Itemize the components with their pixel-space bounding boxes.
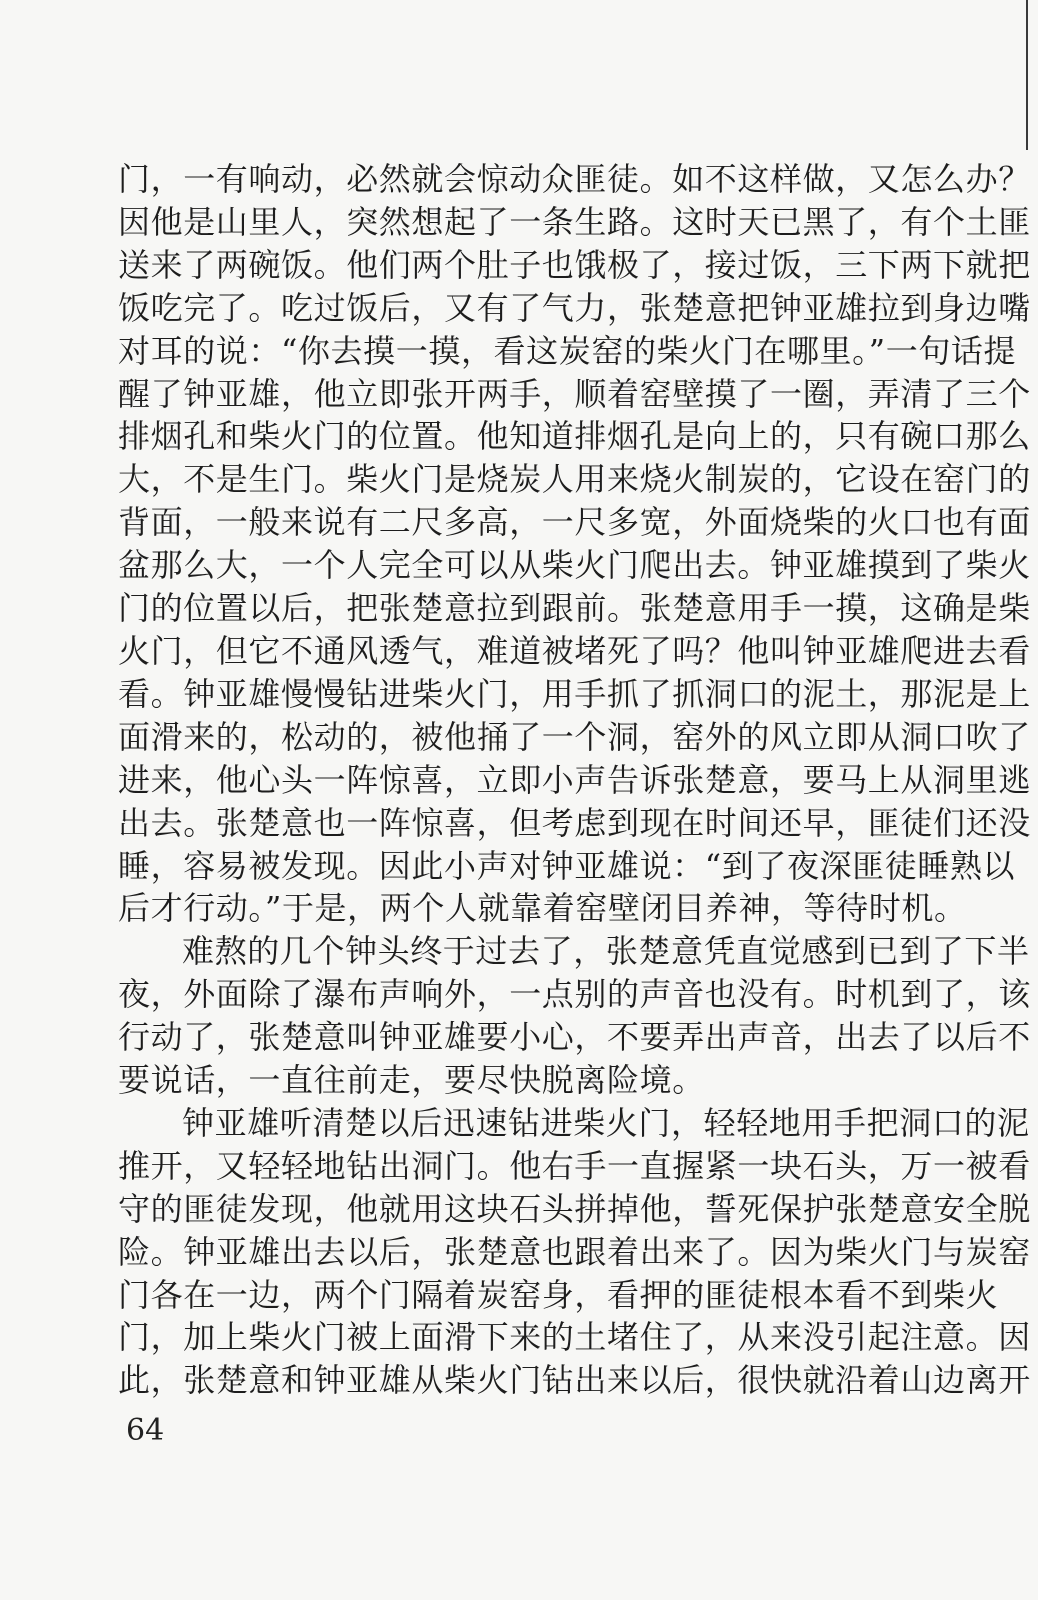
paragraph-line: 醒了钟亚雄，他立即张开两手，顺着窑壁摸了一圈，弄清了三个	[118, 374, 1031, 413]
paragraph-line: 睡，容易被发现。因此小声对钟亚雄说：“到了夜深匪徒睡熟以	[118, 846, 1016, 885]
paragraph-line: 险。钟亚雄出去以后，张楚意也跟着出来了。因为柴火门与炭窑	[118, 1232, 1031, 1271]
paragraph-line: 此，张楚意和钟亚雄从柴火门钻出来以后，很快就沿着山边离开	[118, 1361, 1031, 1400]
paragraph-line: 饭吃完了。吃过饭后，又有了气力，张楚意把钟亚雄拉到身边嘴	[118, 288, 1031, 327]
paragraph-line: 推开，又轻轻地钻出洞门。他右手一直握紧一块石头，万一被看	[118, 1146, 1031, 1185]
paragraph-line: 行动了，张楚意叫钟亚雄要小心，不要弄出声音，出去了以后不	[118, 1018, 1031, 1057]
paragraph-3	[118, 1102, 1031, 1402]
page-number: 64	[126, 1413, 165, 1448]
paragraph-line: 对耳的说：“你去摸一摸，看这炭窑的柴火门在哪里。”一句话提	[118, 331, 1017, 370]
paragraph-line: 进来，他心头一阵惊喜，立即小声告诉张楚意，要马上从洞里逃	[118, 760, 1031, 799]
paragraph-line: 门的位置以后，把张楚意拉到跟前。张楚意用手一摸，这确是柴	[118, 589, 1031, 628]
paragraph-2	[118, 930, 1031, 1102]
paragraph-line: 难熬的几个钟头终于过去了，张楚意凭直觉感到已到了下半	[182, 932, 1030, 971]
paragraph-line: 守的匪徒发现，他就用这块石头拼掉他，誓死保护张楚意安全脱	[118, 1189, 1031, 1228]
paragraph-line: 要说话，一直往前走，要尽快脱离险境。	[118, 1061, 705, 1100]
paragraph-line: 大，不是生门。柴火门是烧炭人用来烧火制炭的，它设在窑门的	[118, 460, 1031, 499]
paragraph-line: 门各在一边，两个门隔着炭窑身，看押的匪徒根本看不到柴火	[118, 1275, 999, 1314]
paragraph-line: 出去。张楚意也一阵惊喜，但考虑到现在时间还早，匪徒们还没	[118, 803, 1031, 842]
paragraph-line: 门，加上柴火门被上面滑下来的土堵住了，从来没引起注意。因	[118, 1318, 1031, 1357]
paragraph-line: 背面，一般来说有二尺多高，一尺多宽，外面烧柴的火口也有面	[118, 503, 1031, 542]
body-text	[118, 158, 1031, 1402]
paragraph-line: 排烟孔和柴火门的位置。他知道排烟孔是向上的，只有碗口那么	[118, 417, 1031, 456]
paragraph-line: 面滑来的，松动的，被他捅了一个洞，窑外的风立即从洞口吹了	[118, 717, 1031, 756]
paragraph-line: 盆那么大，一个人完全可以从柴火门爬出去。钟亚雄摸到了柴火	[118, 546, 1031, 585]
paragraph-line: 送来了两碗饭。他们两个肚子也饿极了，接过饭，三下两下就把	[118, 245, 1031, 284]
paragraph-line: 夜，外面除了瀑布声响外，一点别的声音也没有。时机到了，该	[118, 975, 1031, 1014]
paragraph-line: 门，一有响动，必然就会惊动众匪徒。如不这样做，又怎么办？	[118, 160, 1031, 198]
paragraph-line: 看。钟亚雄慢慢钻进柴火门，用手抓了抓洞口的泥土，那泥是上	[118, 674, 1031, 713]
paragraph-line: 后才行动。”于是，两个人就靠着窑壁闭目养神，等待时机。	[118, 889, 967, 928]
page-edge-line	[1026, 0, 1028, 150]
paragraph-line: 因他是山里人，突然想起了一条生路。这时天已黑了，有个土匪	[118, 202, 1031, 241]
paragraph-line: 火门，但它不通风透气，难道被堵死了吗？他叫钟亚雄爬进去看	[118, 631, 1031, 670]
paragraph-1	[118, 158, 1031, 930]
paragraph-line: 钟亚雄听清楚以后迅速钻进柴火门，轻轻地用手把洞口的泥	[182, 1103, 1030, 1142]
